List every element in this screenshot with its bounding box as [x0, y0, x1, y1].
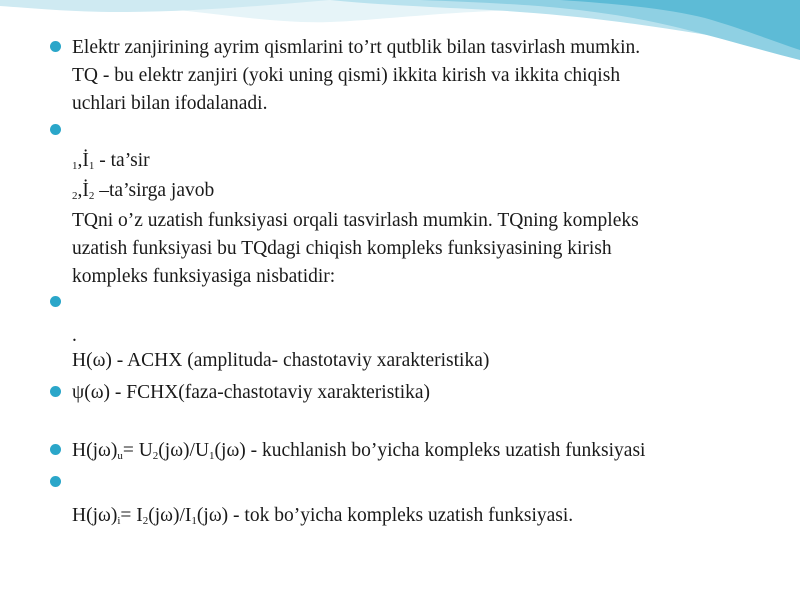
input-signal-text: - ta’sir [94, 150, 150, 171]
output-signal-line [72, 178, 214, 204]
current-transfer-function: $H(j\omega)_i= I_2(j\omega)/I_1(j\omega)$ - tok bo’yicha kompleks uzatish funksiyasi. [72, 505, 574, 527]
output-current-subscript: 2 [88, 190, 95, 202]
input-current-subscript: 1 [88, 160, 95, 172]
formula-placeholder-dot: . [72, 325, 77, 346]
output-signal-text: –ta’sirga javob [94, 180, 215, 201]
bullet-4 [50, 386, 61, 397]
output-current-symbol: ,İ [77, 180, 89, 201]
amplitude-frequency-definition: H(ω) - ACHX (amplituda- chastotaviy xarakteristika) [72, 350, 490, 371]
paragraph-1-line-1: Elektr zanjirining ayrim qismlarini to’rt qutblik bilan tasvirlash mumkin. [72, 37, 641, 58]
bullet-1 [50, 41, 61, 52]
input-current-symbol: ,İ [77, 150, 89, 171]
bullet-2 [50, 124, 61, 135]
paragraph-1-line-2: TQ - bu elektr zanjiri (yoki uning qismi) ikkita kirish va ikkita chiqish [72, 65, 621, 86]
voltage-transfer-function: $H(j\omega)_u= U_2(j\omega)/U_1(j\omega)$ - kuchlanish bo’yicha kompleks uzatish funksiyasi [72, 440, 646, 462]
paragraph-2-line-3: kompleks funksiyasiga nisbatidir: [72, 266, 336, 287]
bullet-5 [50, 444, 61, 455]
bullet-3 [50, 296, 61, 307]
phase-frequency-definition: ψ(ω) - FCHX(faza-chastotaviy xarakteristika) [72, 382, 431, 403]
paragraph-2-line-1: TQni o’z uzatish funksiyasi orqali tasvirlash mumkin. TQning kompleks [72, 210, 639, 231]
input-subscript: 1 [72, 160, 78, 172]
bullet-6 [50, 476, 61, 487]
paragraph-2-line-2: uzatish funksiyasi bu TQdagi chiqish kompleks funksiyasining kirish [72, 238, 612, 259]
output-subscript: 2 [72, 190, 78, 202]
input-signal-line [72, 148, 150, 174]
paragraph-1-line-3: uchlari bilan ifodalanadi. [72, 93, 268, 114]
